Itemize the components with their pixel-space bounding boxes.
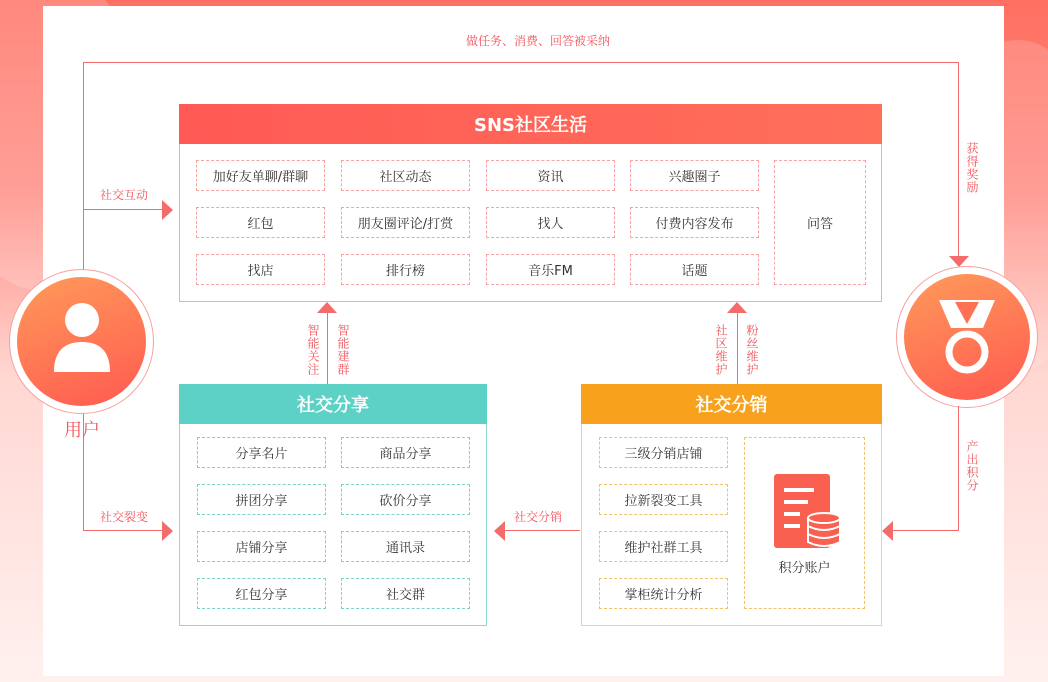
user-label: 用户 [64, 420, 100, 441]
right-upper-line [958, 62, 959, 258]
fan-maint-label: 粉丝维护 [745, 324, 759, 376]
share-item[interactable]: 砍价分享 [341, 484, 470, 515]
top-flow-label: 做任务、消费、回答被采纳 [466, 34, 611, 48]
sns-item[interactable]: 社区动态 [341, 160, 470, 191]
sns-item-qa[interactable]: 问答 [774, 160, 866, 285]
arrow-right-to-sns-icon [162, 200, 174, 220]
sns-item[interactable]: 话题 [630, 254, 759, 285]
arrow-left-to-dist-icon [882, 521, 894, 541]
sns-item[interactable]: 兴趣圈子 [630, 160, 759, 191]
sns-item[interactable]: 音乐FM [486, 254, 615, 285]
dist-item[interactable]: 维护社群工具 [599, 531, 728, 562]
dist-to-share-line [504, 530, 580, 531]
sns-item[interactable]: 资讯 [486, 160, 615, 191]
dist-to-sns-line [737, 312, 738, 384]
arrow-up-to-sns-icon [727, 302, 747, 314]
social-dist-label: 社交分销 [514, 510, 563, 524]
social-interaction-line [83, 209, 169, 210]
earn-points-line [892, 530, 959, 531]
share-item[interactable]: 分享名片 [197, 437, 326, 468]
social-interaction-label: 社交互动 [100, 188, 149, 202]
sns-item[interactable]: 排行榜 [341, 254, 470, 285]
distribution-title: 社交分销 [581, 384, 882, 424]
share-panel [179, 384, 487, 626]
share-item[interactable]: 红包分享 [197, 578, 326, 609]
social-fission-label: 社交裂变 [100, 510, 149, 524]
medal-icon [933, 298, 1001, 378]
smart-follow-label: 智能关注 [306, 324, 320, 376]
arrow-left-to-share-icon [494, 521, 506, 541]
share-to-sns-line [327, 312, 328, 384]
earn-points-label: 产出积分 [965, 440, 979, 492]
dist-item[interactable]: 掌柜统计分析 [599, 578, 728, 609]
points-ledger-icon [772, 472, 842, 552]
share-item[interactable]: 通讯录 [341, 531, 470, 562]
arrow-right-to-share-icon [162, 521, 174, 541]
share-item[interactable]: 社交群 [341, 578, 470, 609]
sns-item[interactable]: 付费内容发布 [630, 207, 759, 238]
smart-group-label: 智能建群 [336, 324, 350, 376]
right-lower-line [958, 406, 959, 530]
sns-item[interactable]: 红包 [196, 207, 325, 238]
points-account-box[interactable] [744, 437, 865, 609]
sns-panel [179, 104, 882, 302]
left-upper-line [83, 62, 84, 272]
arrow-up-to-sns-icon [317, 302, 337, 314]
dist-item[interactable]: 拉新裂变工具 [599, 484, 728, 515]
sns-item[interactable]: 朋友圈评论/打赏 [341, 207, 470, 238]
sns-item[interactable]: 加好友单聊/群聊 [196, 160, 325, 191]
distribution-panel [581, 384, 882, 626]
get-reward-label: 获得奖励 [965, 142, 979, 194]
user-icon [52, 300, 112, 376]
community-maint-label: 社区维护 [714, 324, 728, 376]
share-item[interactable]: 商品分享 [341, 437, 470, 468]
share-item[interactable]: 店铺分享 [197, 531, 326, 562]
top-flow-line [83, 62, 959, 63]
social-fission-line [83, 530, 169, 531]
points-account-label: 积分账户 [778, 561, 831, 576]
share-title: 社交分享 [179, 384, 487, 424]
sns-item[interactable]: 找人 [486, 207, 615, 238]
sns-item[interactable]: 找店 [196, 254, 325, 285]
sns-title: SNS社区生活 [179, 104, 882, 144]
dist-item[interactable]: 三级分销店铺 [599, 437, 728, 468]
share-item[interactable]: 拼团分享 [197, 484, 326, 515]
